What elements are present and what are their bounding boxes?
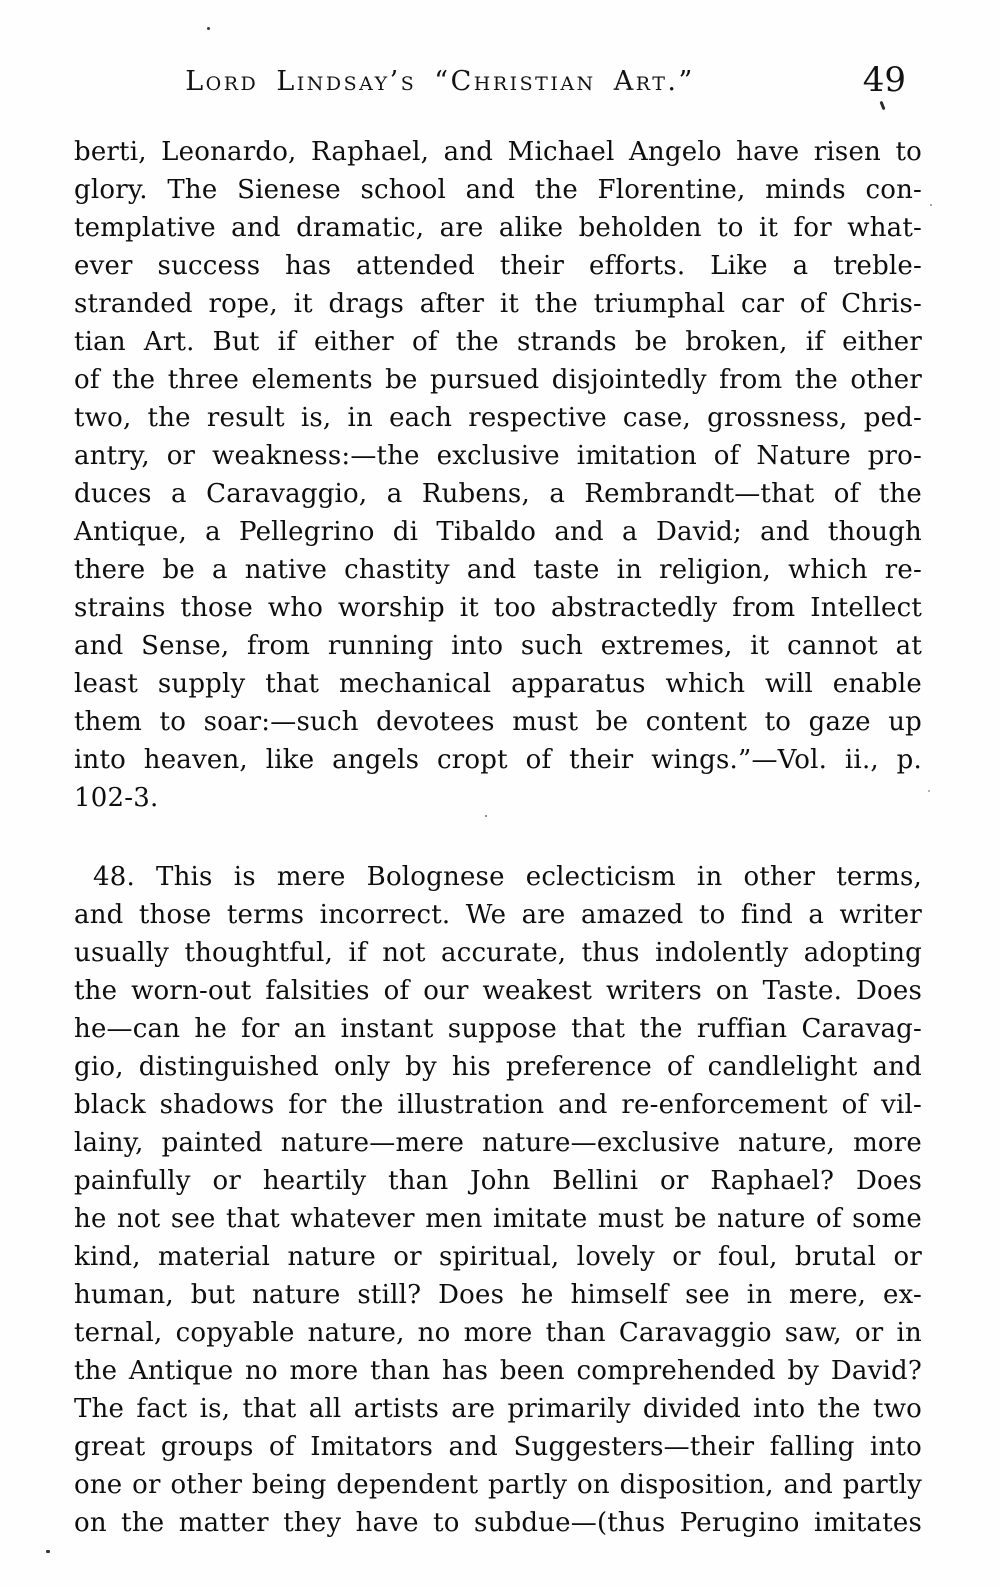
text-line: painfully or heartily than John Bellini or Raphael? Does — [74, 1166, 922, 1196]
text-line: ternal, copyable nature, no more than Caravaggio saw, or in — [74, 1318, 922, 1348]
page-number: 49 — [862, 60, 906, 100]
scan-speck — [46, 1550, 50, 1553]
scan-tick-mark — [879, 101, 885, 110]
text-line: he—can he for an instant suppose that the ruffian Caravag- — [74, 1014, 922, 1044]
page-body — [74, 133, 922, 1542]
text-line: usually thoughtful, if not accurate, thus indolently adopting — [74, 938, 922, 968]
text-line: ever success has attended their efforts. Like a treble- — [74, 251, 922, 281]
text-line: and those terms incorrect. We are amazed to find a writer — [74, 900, 922, 930]
scan-speck — [207, 27, 210, 30]
text-line: black shadows for the illustration and re-enforcement of vil- — [74, 1090, 922, 1120]
page-header — [0, 0, 1000, 120]
text-line: tian Art. But if either of the strands be broken, if either — [74, 327, 922, 357]
text-line: duces a Caravaggio, a Rubens, a Rembrandt—that of the — [74, 479, 922, 509]
text-line: The fact is, that all artists are primarily divided into the two — [74, 1394, 922, 1424]
text-line: he not see that whatever men imitate must be nature of some — [74, 1204, 922, 1234]
running-title: Lord Lindsay’s “Christian Art.” — [185, 66, 695, 97]
text-line: glory. The Sienese school and the Florentine, minds con- — [74, 175, 922, 205]
paragraph — [74, 858, 922, 1542]
text-line: gio, distinguished only by his preference of candlelight and — [74, 1052, 922, 1082]
text-line: 102-3. — [74, 783, 159, 813]
scan-speck — [928, 790, 930, 792]
text-line: lainy, painted nature—mere nature—exclusive nature, more — [74, 1128, 922, 1158]
text-line: berti, Leonardo, Raphael, and Michael Angelo have risen to — [74, 137, 922, 167]
text-line: great groups of Imitators and Suggesters—their falling into — [74, 1432, 922, 1462]
text-line: Antique, a Pellegrino di Tibaldo and a David; and though — [74, 517, 922, 547]
text-line: templative and dramatic, are alike beholden to it for what- — [74, 213, 922, 243]
text-line: antry, or weakness:—the exclusive imitation of Nature pro- — [74, 441, 922, 471]
scan-speck — [485, 815, 487, 817]
text-line: kind, material nature or spiritual, lovely or foul, brutal or — [74, 1242, 922, 1272]
text-line: stranded rope, it drags after it the triumphal car of Chris- — [74, 289, 922, 319]
text-line: 48. This is mere Bolognese eclecticism in other terms, — [93, 862, 922, 892]
text-line: on the matter they have to subdue—(thus Perugino imitates — [74, 1508, 922, 1538]
paragraph — [74, 133, 922, 817]
text-line: the worn-out falsities of our weakest writers on Taste. Does — [74, 976, 922, 1006]
text-line: human, but nature still? Does he himself see in mere, ex- — [74, 1280, 922, 1310]
text-line: one or other being dependent partly on disposition, and partly — [74, 1470, 922, 1500]
scan-speck — [930, 204, 932, 206]
text-line: into heaven, like angels cropt of their wings.”—Vol. ii., p. — [74, 745, 922, 775]
text-line: of the three elements be pursued disjointedly from the other — [74, 365, 922, 395]
text-line: strains those who worship it too abstractedly from Intellect — [74, 593, 922, 623]
text-line: there be a native chastity and taste in religion, which re- — [74, 555, 922, 585]
text-line: the Antique no more than has been comprehended by David? — [74, 1356, 922, 1386]
text-line: and Sense, from running into such extremes, it cannot at — [74, 631, 922, 661]
text-line: two, the result is, in each respective case, grossness, ped- — [74, 403, 922, 433]
text-line: them to soar:—such devotees must be content to gaze up — [74, 707, 922, 737]
text-line: least supply that mechanical apparatus which will enable — [74, 669, 922, 699]
